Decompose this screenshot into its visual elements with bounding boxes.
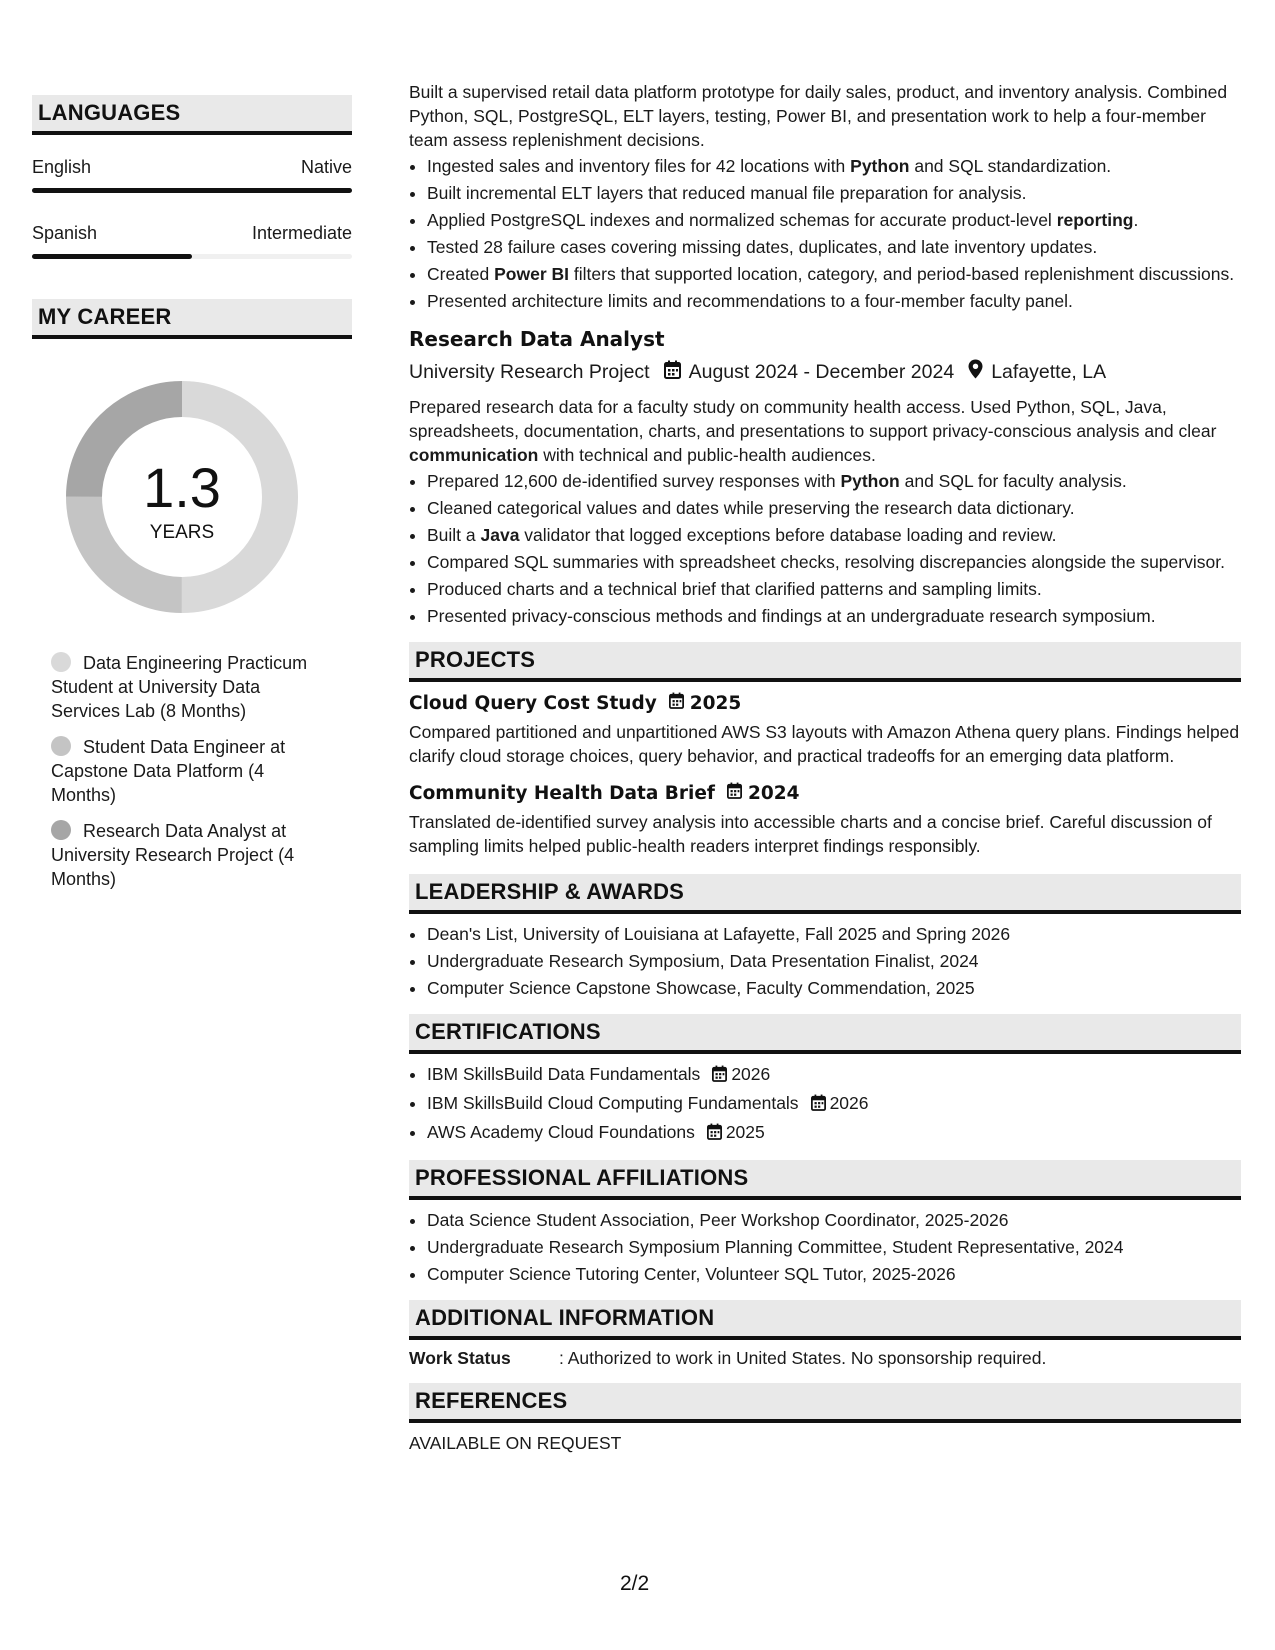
project-description: Compared partitioned and unpartitioned AWS S3 layouts with Amazon Athena query plans. Findings helped clarify cloud storage choices, query behavior, and practical tradeoffs for an emerging data platform.	[409, 722, 1240, 766]
list-item: • Computer Science Capstone Showcase, Faculty Commendation, 2025	[427, 976, 1241, 1000]
bullet-text: .	[1133, 210, 1139, 230]
page-number: 2/2	[620, 1572, 650, 1595]
calendar-icon	[664, 360, 681, 385]
list-item: • Data Science Student Association, Peer Workshop Coordinator, 2025-2026	[427, 1208, 1241, 1232]
project-summary: Built a supervised retail data platform prototype for daily sales, product, and inventory analysis. Combined Python, SQL, PostgreSQL, ELT layers, testing, Power BI, and presentation work to help a four-member team assess replenishment decisions.	[409, 82, 1228, 150]
career-legend-item	[51, 819, 331, 891]
bullet-item	[427, 289, 1241, 313]
bullet-text: Produced charts and a technical brief that clarified patterns and sampling limits.	[427, 579, 1042, 599]
job-company: University Research Project	[409, 360, 650, 383]
bullet-item	[427, 262, 1241, 286]
job-location: Lafayette, LA	[991, 360, 1107, 383]
bullet-emphasis: Python	[840, 471, 900, 491]
bullet-text: Compared SQL summaries with spreadsheet checks, resolving discrepancies alongside the supervisor.	[427, 552, 1225, 572]
certifications-heading: CERTIFICATIONS	[409, 1014, 1241, 1054]
sidebar	[32, 95, 352, 903]
project-title	[409, 692, 1241, 714]
bullet-item	[427, 523, 1241, 547]
bullet-item	[427, 235, 1241, 259]
career-legend-text: Student Data Engineer at Capstone Data Platform (4 Months)	[51, 737, 286, 805]
list-item: • Undergraduate Research Symposium, Data Presentation Finalist, 2024	[427, 949, 1241, 973]
awards-section	[409, 874, 1241, 1000]
bullet-text: filters that supported location, category, and period-based replenishment discussions.	[569, 264, 1235, 284]
bullet-text: Applied PostgreSQL indexes and normalized schemas for accurate product-level	[427, 210, 1057, 230]
awards-list	[409, 922, 1241, 1000]
bullet-text: and SQL standardization.	[909, 156, 1112, 176]
bullet-item	[427, 469, 1241, 493]
language-row	[32, 157, 352, 178]
calendar-icon	[669, 692, 684, 714]
language-level: Native	[300, 157, 352, 177]
certification-item	[427, 1062, 1241, 1088]
career-total-value: 1.3	[143, 456, 221, 519]
career-donut-chart	[66, 381, 298, 613]
certification-year: 2026	[731, 1064, 771, 1084]
legend-dot-icon	[51, 652, 71, 672]
career-legend	[32, 651, 352, 891]
language-proficiency-fill	[32, 254, 192, 259]
references-text: AVAILABLE ON REQUEST	[409, 1433, 622, 1453]
calendar-icon	[727, 782, 742, 804]
bullet-item	[427, 181, 1241, 205]
career-section	[32, 299, 352, 891]
bullet-item	[427, 208, 1241, 232]
summary-emphasis: communication	[409, 445, 539, 465]
calendar-icon	[811, 1093, 826, 1117]
bullet-text: Prepared 12,600 de-identified survey responses with	[427, 471, 841, 491]
job-summary	[409, 395, 1241, 467]
list-item: • Computer Science Tutoring Center, Volunteer SQL Tutor, 2025-2026	[427, 1262, 1241, 1286]
certification-date	[712, 1064, 770, 1084]
certification-name: IBM SkillsBuild Cloud Computing Fundamentals	[427, 1093, 799, 1113]
language-name: English	[32, 157, 92, 177]
certification-name: AWS Academy Cloud Foundations	[427, 1122, 695, 1142]
project-year: 2024	[747, 782, 800, 804]
bullet-text: Created	[427, 264, 495, 284]
summary-text: Prepared research data for a faculty study on community health access. Used Python, SQL, Java, spreadsheets, documentation, charts, and presentations to support privacy-conscious analysis and clear	[409, 397, 1217, 441]
bullet-text: Presented privacy-conscious methods and findings at an undergraduate research symposium.	[427, 606, 1156, 626]
certifications-list	[409, 1062, 1241, 1146]
bullet-text: and SQL for faculty analysis.	[899, 471, 1127, 491]
certification-date	[811, 1093, 869, 1113]
additional-heading: ADDITIONAL INFORMATION	[409, 1300, 1241, 1340]
projects-list	[409, 692, 1241, 858]
bullet-text: validator that logged exceptions before database loading and review.	[519, 525, 1057, 545]
career-heading: MY CAREER	[32, 299, 352, 339]
career-legend-item	[51, 735, 331, 807]
language-proficiency-bar	[32, 254, 352, 259]
map-pin-icon	[968, 359, 983, 385]
affiliations-list	[409, 1208, 1241, 1286]
languages-heading: LANGUAGES	[32, 95, 352, 135]
project-title	[409, 782, 1241, 804]
certification-name: IBM SkillsBuild Data Fundamentals	[427, 1064, 701, 1084]
project-name: Community Health Data Brief	[409, 782, 715, 804]
project-bullets	[409, 154, 1241, 313]
job-meta	[409, 359, 1241, 385]
projects-section	[409, 642, 1241, 858]
certification-year: 2025	[725, 1122, 765, 1142]
affiliations-section	[409, 1160, 1241, 1286]
list-item: • Dean's List, University of Louisiana at Lafayette, Fall 2025 and Spring 2026	[427, 922, 1241, 946]
bullet-text: Built incremental ELT layers that reduced manual file preparation for analysis.	[427, 183, 1027, 203]
project-year: 2025	[689, 692, 742, 714]
bullet-emphasis: Java	[480, 525, 520, 545]
bullet-text: Presented architecture limits and recommendations to a four-member faculty panel.	[427, 291, 1073, 311]
bullet-item	[427, 496, 1241, 520]
certification-item	[427, 1091, 1241, 1117]
work-status-row	[409, 1348, 1241, 1369]
references-heading: REFERENCES	[409, 1383, 1241, 1423]
additional-section	[409, 1300, 1241, 1369]
language-item	[32, 157, 352, 193]
certification-date	[707, 1122, 765, 1142]
calendar-icon	[712, 1064, 727, 1088]
bullet-item	[427, 577, 1241, 601]
certification-item	[427, 1120, 1241, 1146]
project-name: Cloud Query Cost Study	[409, 692, 657, 714]
bullet-item	[427, 604, 1241, 628]
project-description: Translated de-identified survey analysis into accessible charts and a concise brief. Careful discussion of sampling limits helped public-health readers interpret findings responsibly.	[409, 812, 1212, 856]
bullet-item	[427, 154, 1241, 178]
languages-list	[32, 157, 352, 259]
work-status-label: Work Status	[409, 1348, 511, 1368]
certification-year: 2026	[829, 1093, 869, 1113]
bullet-emphasis: reporting	[1056, 210, 1134, 230]
job-dates: August 2024 - December 2024	[688, 360, 955, 383]
bullet-emphasis: Python	[850, 156, 910, 176]
summary-text: with technical and public-health audiences.	[538, 445, 876, 465]
career-total-unit: YEARS	[149, 522, 215, 543]
calendar-icon	[707, 1122, 722, 1146]
list-item: • Undergraduate Research Symposium Planning Committee, Student Representative, 2024	[427, 1235, 1241, 1259]
language-item	[32, 223, 352, 259]
job-bullets	[409, 469, 1241, 628]
certifications-section	[409, 1014, 1241, 1146]
language-level: Intermediate	[251, 223, 352, 243]
bullet-text: Tested 28 failure cases covering missing dates, duplicates, and late inventory updates.	[427, 237, 1098, 257]
projects-heading: PROJECTS	[409, 642, 1241, 682]
bullet-text: Built a	[427, 525, 481, 545]
language-proficiency-bar	[32, 188, 352, 193]
bullet-item	[427, 550, 1241, 574]
references-section	[409, 1383, 1241, 1454]
bullet-text: Cleaned categorical values and dates while preserving the research data dictionary.	[427, 498, 1075, 518]
language-name: Spanish	[32, 223, 98, 243]
career-legend-item	[51, 651, 331, 723]
main-content	[409, 80, 1241, 1454]
job-title: Research Data Analyst	[409, 327, 665, 351]
bullet-text: Ingested sales and inventory files for 42 locations with	[427, 156, 851, 176]
awards-heading: LEADERSHIP & AWARDS	[409, 874, 1241, 914]
legend-dot-icon	[51, 820, 71, 840]
work-status-value: : Authorized to work in United States. No sponsorship required.	[559, 1348, 1047, 1368]
career-legend-text: Research Data Analyst at University Research Project (4 Months)	[51, 821, 295, 889]
career-legend-text: Data Engineering Practicum Student at University Data Services Lab (8 Months)	[51, 653, 308, 721]
legend-dot-icon	[51, 736, 71, 756]
bullet-emphasis: Power BI	[494, 264, 570, 284]
language-proficiency-fill	[32, 188, 352, 193]
affiliations-heading: PROFESSIONAL AFFILIATIONS	[409, 1160, 1241, 1200]
language-row	[32, 223, 352, 244]
